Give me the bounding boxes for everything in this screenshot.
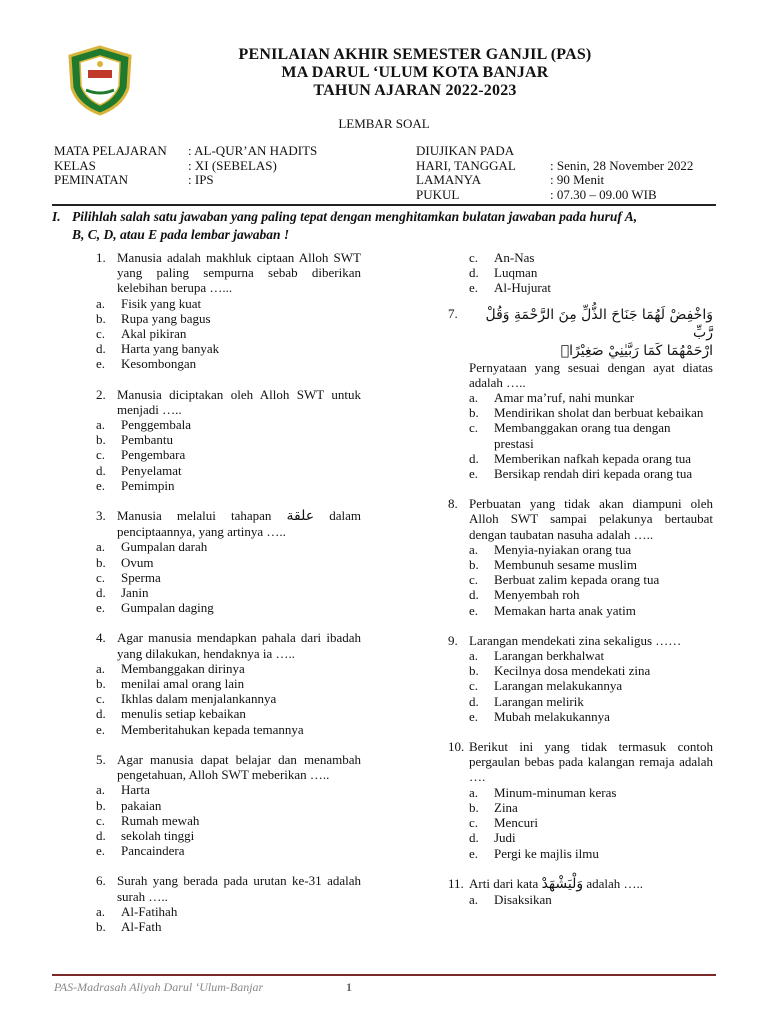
question-number: 2. (96, 386, 106, 402)
question-6-continued (448, 250, 713, 296)
option-letter: e. (96, 843, 106, 859)
question-text: Agar manusia mendapkan pahala dari ibadah yang dilakukan, hendaknya ia ….. (117, 630, 361, 661)
option-e (448, 466, 713, 481)
option-text: Al-Fatihah (121, 903, 178, 919)
option-letter: c. (469, 815, 479, 831)
option-a (96, 782, 361, 797)
option-list (448, 892, 713, 907)
option-text: Amar ma’ruf, nahi munkar (494, 390, 635, 406)
option-c (448, 420, 713, 450)
option-letter: a. (96, 539, 106, 555)
arabic-term: علقة (286, 508, 315, 525)
option-list (96, 782, 361, 858)
title-line-3: TAHUN AJARAN 2022-2023 (313, 82, 517, 99)
option-text: Pengembara (121, 447, 186, 463)
question-text: Larangan mendekati zina sekaligus …… (469, 632, 682, 648)
option-text: Larangan berkhalwat (494, 648, 605, 664)
info-row-major (54, 173, 317, 188)
option-list (96, 539, 361, 615)
option-letter: a. (96, 660, 106, 676)
option-b (448, 663, 713, 678)
question-1 (96, 250, 361, 372)
option-d (448, 694, 713, 709)
option-letter: c. (469, 420, 479, 436)
question-text-part: adalah ….. (583, 875, 644, 891)
info-label: PEMINATAN (54, 172, 129, 187)
info-value: : IPS (188, 172, 214, 187)
option-c (448, 250, 713, 265)
option-letter: b. (96, 797, 106, 813)
option-text: Janin (121, 585, 149, 601)
exam-info-right (416, 144, 693, 202)
option-text: Mendirikan sholat dan berbuat kebaikan (494, 405, 704, 421)
question-3 (96, 508, 361, 615)
questions-left-column (96, 250, 361, 949)
option-text: Pemimpin (121, 477, 175, 493)
option-list (96, 661, 361, 737)
option-letter: d. (469, 450, 479, 466)
option-text: menilai amal orang lain (121, 676, 245, 692)
question-number: 1. (96, 250, 106, 265)
option-letter: c. (96, 447, 106, 463)
exam-info-left (54, 144, 317, 188)
option-list (448, 250, 713, 296)
option-letter: c. (96, 812, 106, 828)
question-number: 10. (448, 739, 465, 755)
option-list (448, 390, 713, 481)
question-9 (448, 633, 713, 724)
option-a (96, 417, 361, 432)
option-letter: e. (469, 602, 479, 618)
option-b (96, 676, 361, 691)
info-row-subject (54, 144, 317, 159)
question-8 (448, 496, 713, 618)
option-letter: e. (469, 466, 479, 482)
option-text: Rupa yang bagus (121, 310, 211, 326)
option-text: pakaian (121, 797, 162, 813)
footer-divider (52, 974, 716, 976)
question-text: Perbuatan yang tidak akan diampuni oleh Alloh SWT sampai pelakunya bertaubat dengan taubatan nasuha adalah ….. (469, 496, 713, 542)
option-letter: a. (96, 295, 106, 311)
option-text: Memberitahukan kepada temannya (121, 721, 304, 737)
arabic-term: وَلْيَشْهَدْ (541, 875, 584, 892)
option-text: sekolah tinggi (121, 827, 195, 843)
document-title (150, 46, 680, 100)
option-c (96, 691, 361, 706)
option-letter: d. (96, 585, 106, 601)
option-text: Mubah melakukannya (494, 708, 610, 724)
option-letter: e. (96, 721, 106, 737)
option-letter: e. (469, 280, 479, 296)
section-number: I. (52, 209, 61, 224)
option-list (448, 542, 713, 618)
question-number: 8. (448, 496, 458, 512)
option-a (448, 648, 713, 663)
question-5 (96, 752, 361, 858)
info-label: LAMANYA (416, 172, 481, 187)
option-b (96, 798, 361, 813)
option-text: Zina (494, 799, 518, 815)
option-letter: b. (469, 663, 479, 679)
info-label: PUKUL (416, 186, 460, 202)
option-text: Bersikap rendah diri kepada orang tua (494, 466, 693, 482)
option-letter: c. (96, 569, 106, 585)
option-letter: b. (469, 557, 479, 573)
option-text: Memberikan nafkah kepada orang tua (494, 450, 692, 466)
info-row-duration (416, 173, 693, 188)
option-e (96, 843, 361, 858)
option-letter: c. (96, 691, 106, 707)
section-instruction (52, 208, 716, 244)
info-value: : 07.30 – 09.00 WIB (550, 186, 657, 202)
option-letter: d. (469, 265, 479, 281)
option-text: menulis setiap kebaikan (121, 706, 246, 722)
option-text: Menyembah roh (494, 587, 580, 603)
verse-line-1: وَاخْفِضْ لَهُمَا جَنَاحَ الذُّلِّ مِنَ الرَّحْمَةِ وَقُلْ رَّبِّ (485, 306, 713, 341)
option-c (96, 570, 361, 585)
option-letter: e. (96, 356, 106, 372)
question-text: Manusia diciptakan oleh Alloh SWT untuk menjadi ….. (117, 386, 361, 417)
option-letter: b. (96, 554, 106, 570)
option-e (448, 280, 713, 295)
option-letter: e. (96, 477, 106, 493)
option-e (448, 603, 713, 618)
option-e (448, 709, 713, 724)
questions-right-column (448, 250, 713, 907)
question-number: 5. (96, 751, 106, 767)
option-text: Akal pikiran (121, 326, 187, 342)
option-c (448, 678, 713, 693)
option-text: Mencuri (494, 815, 539, 831)
info-label: MATA PELAJARAN (54, 143, 167, 158)
option-d (448, 451, 713, 466)
option-b (96, 919, 361, 934)
verse-line-2: ارْحَمْهُمَا كَمَا رَبَّيٰنِيْ صَغِيْرًاۗ (560, 342, 713, 359)
option-b (96, 555, 361, 570)
page-number: 1 (346, 980, 352, 994)
option-letter: a. (469, 891, 479, 907)
info-label: KELAS (54, 157, 96, 173)
title-line-2: MA DARUL ‘ULUM KOTA BANJAR (281, 64, 549, 81)
option-text: Kecilnya dosa mendekati zina (494, 663, 651, 679)
option-list (448, 648, 713, 724)
option-e (96, 478, 361, 493)
info-label: HARI, TANGGAL (416, 157, 516, 173)
option-text: Disaksikan (494, 891, 552, 907)
option-letter: a. (96, 903, 106, 919)
option-c (448, 572, 713, 587)
option-b (448, 405, 713, 420)
option-text: Kesombongan (121, 356, 197, 372)
question-text (117, 508, 361, 539)
option-d (96, 706, 361, 721)
option-b (96, 432, 361, 447)
question-number: 7. (448, 305, 458, 321)
option-text: Sperma (121, 569, 161, 585)
option-a (448, 785, 713, 800)
option-d (448, 830, 713, 845)
option-letter: d. (96, 462, 106, 478)
option-a (448, 542, 713, 557)
option-text: Membanggakan dirinya (121, 660, 245, 676)
option-text: Rumah mewah (121, 812, 200, 828)
option-text: Al-Fath (121, 918, 162, 934)
question-6 (96, 873, 361, 934)
option-c (96, 326, 361, 341)
option-letter: e. (469, 708, 479, 724)
option-letter: a. (469, 784, 479, 800)
option-letter: a. (96, 782, 106, 798)
option-list (96, 417, 361, 493)
option-text: Memakan harta anak yatim (494, 602, 636, 618)
option-a (96, 661, 361, 676)
option-e (96, 356, 361, 371)
option-list (96, 904, 361, 934)
option-a (448, 390, 713, 405)
option-a (96, 539, 361, 554)
option-letter: d. (469, 830, 479, 846)
option-text: Ikhlas dalam menjalankannya (121, 691, 277, 707)
option-a (96, 296, 361, 311)
info-row-tested-on (416, 144, 693, 159)
option-e (448, 846, 713, 861)
option-letter: a. (469, 648, 479, 664)
option-text: Fisik yang kuat (121, 295, 202, 311)
indent-spacer (448, 360, 469, 390)
option-text: Membanggakan orang tua dengan prestasi (494, 420, 671, 451)
option-e (96, 600, 361, 615)
option-d (448, 265, 713, 280)
option-text: Harta yang banyak (121, 341, 220, 357)
option-c (96, 447, 361, 462)
info-value: : AL-QUR’AN HADITS (188, 143, 318, 158)
option-list (448, 785, 713, 861)
option-a (96, 904, 361, 919)
question-text: Berikut ini yang tidak termasuk contoh pergaulan bebas pada kalangan remaja adalah …. (469, 739, 713, 785)
option-a (448, 892, 713, 907)
question-text: Manusia adalah makhluk ciptaan Alloh SWT yang paling sempurna sebab diberikan kelebihan berupa …... (117, 250, 361, 296)
option-d (448, 587, 713, 602)
option-text: Larangan melirik (494, 693, 584, 709)
quran-verse (469, 306, 713, 360)
option-c (448, 815, 713, 830)
option-letter: c. (469, 678, 479, 694)
info-value: : Senin, 28 November 2022 (550, 157, 694, 173)
school-logo (64, 44, 136, 116)
option-text: Pergi ke majlis ilmu (494, 845, 599, 861)
question-4 (96, 630, 361, 736)
instruction-line-1: Pilihlah salah satu jawaban yang paling tepat dengan menghitamkan bulatan jawaban pada huruf A, (72, 209, 638, 224)
question-text: Agar manusia dapat belajar dan menambah pengetahuan, Alloh SWT meberikan ….. (117, 751, 361, 783)
option-text: Pancaindera (121, 843, 185, 859)
title-line-1: PENILAIAN AKHIR SEMESTER GANJIL (PAS) (238, 46, 592, 63)
question-text-part: Manusia melalui tahapan (117, 508, 287, 524)
option-text: Gumpalan darah (121, 539, 208, 555)
option-letter: d. (96, 341, 106, 357)
option-letter: c. (96, 326, 106, 342)
option-text: Menyia-nyiakan orang tua (494, 541, 632, 557)
option-letter: e. (469, 845, 479, 861)
option-letter: a. (469, 390, 479, 406)
info-label: DIUJIKAN PADA (416, 143, 515, 158)
question-number: 4. (96, 630, 106, 646)
option-letter: c. (469, 250, 479, 265)
option-text: Luqman (494, 265, 538, 281)
question-text-part: Arti dari kata (469, 875, 542, 891)
option-e (96, 722, 361, 737)
option-text: Minum-minuman keras (494, 784, 617, 800)
question-text (469, 876, 713, 892)
option-letter: c. (469, 572, 479, 588)
question-text: Surah yang berada pada urutan ke-31 adalah surah ….. (117, 873, 361, 904)
question-text: Pernyataan yang sesuai dengan ayat diatas adalah ….. (469, 359, 713, 390)
option-text: Gumpalan daging (121, 600, 214, 616)
option-letter: e. (96, 600, 106, 616)
option-letter: a. (469, 541, 479, 557)
option-list (96, 296, 361, 372)
option-d (96, 585, 361, 600)
header-divider (52, 204, 716, 206)
option-letter: b. (96, 918, 106, 934)
info-row-time (416, 188, 693, 203)
option-letter: b. (469, 799, 479, 815)
instruction-line-2: B, C, D, atau E pada lembar jawaban ! (72, 227, 290, 242)
option-b (448, 557, 713, 572)
question-2 (96, 387, 361, 493)
option-text: Penyelamat (121, 462, 182, 478)
option-letter: b. (96, 310, 106, 326)
question-11 (448, 876, 713, 907)
option-letter: d. (96, 706, 106, 722)
option-letter: b. (96, 432, 106, 448)
sheet-subheading: LEMBAR SOAL (338, 116, 430, 131)
option-d (96, 341, 361, 356)
footer-school-name: PAS-Madrasah Aliyah Darul ‘Ulum-Banjar (54, 980, 264, 994)
info-row-date (416, 159, 693, 174)
option-letter: d. (96, 827, 106, 843)
option-text: Pembantu (121, 432, 173, 448)
option-text: Ovum (121, 554, 154, 570)
option-d (96, 828, 361, 843)
option-letter: b. (96, 676, 106, 692)
option-text: Al-Hujurat (494, 280, 552, 296)
option-text: Membunuh sesame muslim (494, 557, 637, 573)
option-text: Larangan melakukannya (494, 678, 623, 694)
info-value: : 90 Menit (550, 172, 605, 187)
info-value: : XI (SEBELAS) (188, 157, 277, 173)
option-letter: a. (96, 417, 106, 433)
info-row-class (54, 159, 317, 174)
option-text: An-Nas (494, 250, 535, 265)
option-text: Judi (494, 830, 516, 846)
option-letter: d. (469, 587, 479, 603)
option-text: Penggembala (121, 417, 192, 433)
question-number: 3. (96, 508, 106, 524)
option-b (96, 311, 361, 326)
question-text-part: dalam penciptaannya, yang artinya ….. (117, 508, 361, 540)
question-number: 11. (448, 875, 464, 891)
option-letter: b. (469, 405, 479, 421)
option-letter: d. (469, 693, 479, 709)
option-c (96, 813, 361, 828)
option-text: Berbuat zalim kepada orang tua (494, 572, 660, 588)
option-b (448, 800, 713, 815)
option-d (96, 463, 361, 478)
question-10 (448, 739, 713, 861)
option-text: Harta (121, 782, 150, 798)
question-7 (448, 306, 713, 482)
question-number: 6. (96, 873, 106, 889)
question-number: 9. (448, 632, 458, 648)
